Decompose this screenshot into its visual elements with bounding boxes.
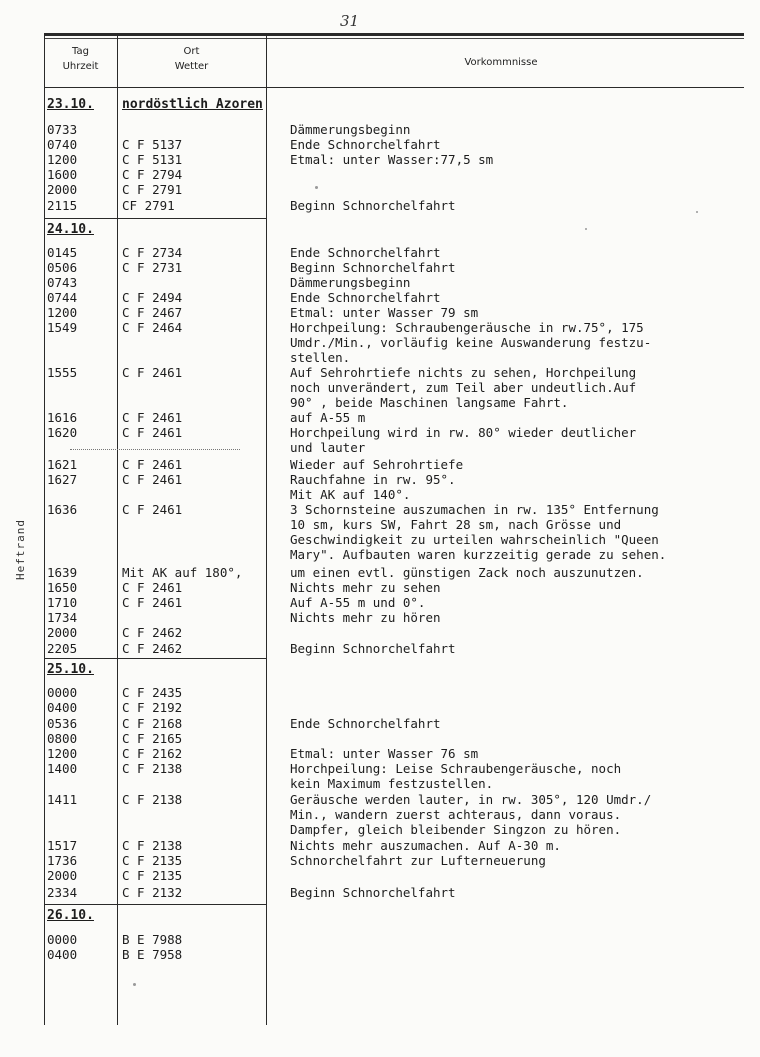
log-row bbox=[0, 885, 760, 901]
log-row bbox=[0, 932, 760, 948]
log-event: Ende Schnorchelfahrt bbox=[290, 716, 441, 731]
date-separator bbox=[44, 218, 266, 219]
log-location: C F 2461 bbox=[122, 595, 183, 610]
continuation-row bbox=[0, 547, 760, 563]
log-location: C F 2461 bbox=[122, 472, 183, 487]
continuation-row bbox=[0, 487, 760, 503]
header-ort-wetter bbox=[117, 44, 266, 74]
log-time: 0400 bbox=[47, 700, 78, 715]
log-event: auf A-55 m bbox=[290, 410, 366, 425]
log-time: 24.10. bbox=[47, 222, 94, 237]
log-time: 1616 bbox=[47, 410, 78, 425]
log-event: Nichts mehr zu hören bbox=[290, 610, 441, 625]
log-event: Horchpeilung: Schraubengeräusche in rw.75°, 175 bbox=[290, 320, 644, 335]
log-time: 0400 bbox=[47, 947, 78, 962]
log-time: 1411 bbox=[47, 792, 78, 807]
log-time: 1200 bbox=[47, 305, 78, 320]
log-row bbox=[0, 425, 760, 441]
continuation-row bbox=[0, 517, 760, 533]
log-time: 2000 bbox=[47, 182, 78, 197]
scan-speck bbox=[585, 228, 587, 230]
log-time: 1710 bbox=[47, 595, 78, 610]
log-event: Horchpeilung: Leise Schraubengeräusche, noch bbox=[290, 761, 622, 776]
log-row bbox=[0, 137, 760, 153]
log-time: 1549 bbox=[47, 320, 78, 335]
log-location: C F 2135 bbox=[122, 853, 183, 868]
log-location: C F 2168 bbox=[122, 716, 183, 731]
log-row bbox=[0, 716, 760, 732]
log-time: 0506 bbox=[47, 260, 78, 275]
log-row bbox=[0, 761, 760, 777]
page-number: 31 bbox=[340, 12, 360, 30]
log-row bbox=[0, 868, 760, 884]
continuation-row bbox=[0, 395, 760, 411]
log-row bbox=[0, 245, 760, 261]
log-location: C F 2435 bbox=[122, 685, 183, 700]
log-event: Min., wandern zuerst achteraus, dann voraus. bbox=[290, 807, 622, 822]
log-event: 3 Schornsteine auszumachen in rw. 135° Entfernung bbox=[290, 502, 659, 517]
continuation-row bbox=[0, 807, 760, 823]
header-rule-thin bbox=[44, 38, 744, 39]
log-time: 0800 bbox=[47, 731, 78, 746]
log-row bbox=[0, 792, 760, 808]
log-row bbox=[0, 182, 760, 198]
log-event: Etmal: unter Wasser 76 sm bbox=[290, 746, 479, 761]
log-event: Nichts mehr auszumachen. Auf A-30 m. bbox=[290, 838, 561, 853]
log-location: C F 2467 bbox=[122, 305, 183, 320]
log-time: 2000 bbox=[47, 868, 78, 883]
header-wetter: Wetter bbox=[174, 61, 209, 72]
log-event: Ende Schnorchelfahrt bbox=[290, 245, 441, 260]
log-event: Dämmerungsbeginn bbox=[290, 275, 411, 290]
log-event: 90° , beide Maschinen langsame Fahrt. bbox=[290, 395, 569, 410]
log-time: 1636 bbox=[47, 502, 78, 517]
log-location: C F 2462 bbox=[122, 625, 183, 640]
log-event: Beginn Schnorchelfahrt bbox=[290, 641, 456, 656]
log-event: Dämmerungsbeginn bbox=[290, 122, 411, 137]
log-row bbox=[0, 290, 760, 306]
log-row bbox=[0, 565, 760, 581]
margin-label: Heftrand bbox=[14, 519, 27, 580]
log-event: Ende Schnorchelfahrt bbox=[290, 137, 441, 152]
log-event: Beginn Schnorchelfahrt bbox=[290, 885, 456, 900]
log-event: Geräusche werden lauter, in rw. 305°, 120 Umdr./ bbox=[290, 792, 652, 807]
log-row bbox=[0, 365, 760, 381]
log-time: 1639 bbox=[47, 565, 78, 580]
log-time: 0740 bbox=[47, 137, 78, 152]
log-event: Etmal: unter Wasser:77,5 sm bbox=[290, 152, 494, 167]
log-time: 0744 bbox=[47, 290, 78, 305]
log-row bbox=[0, 610, 760, 626]
log-time: 1200 bbox=[47, 746, 78, 761]
log-location: B E 7988 bbox=[122, 932, 183, 947]
log-time: 1200 bbox=[47, 152, 78, 167]
log-event: Beginn Schnorchelfahrt bbox=[290, 198, 456, 213]
log-time: 0743 bbox=[47, 275, 78, 290]
log-time: 2115 bbox=[47, 198, 78, 213]
log-location: C F 2734 bbox=[122, 245, 183, 260]
log-location: C F 2461 bbox=[122, 410, 183, 425]
log-row bbox=[0, 167, 760, 183]
log-time: 1517 bbox=[47, 838, 78, 853]
log-time: 25.10. bbox=[47, 662, 94, 677]
log-event: Horchpeilung wird in rw. 80° wieder deutlicher bbox=[290, 425, 637, 440]
log-location: C F 2162 bbox=[122, 746, 183, 761]
date-row bbox=[0, 222, 760, 238]
header-bottom-rule bbox=[44, 87, 744, 88]
log-location: C F 2461 bbox=[122, 457, 183, 472]
log-row bbox=[0, 472, 760, 488]
header-ort: Ort bbox=[183, 46, 200, 57]
date-row bbox=[0, 908, 760, 924]
log-event: Mary". Aufbauten waren kurzzeitig gerade zu sehen. bbox=[290, 547, 667, 562]
log-time: 0000 bbox=[47, 932, 78, 947]
log-time: 0536 bbox=[47, 716, 78, 731]
log-time: 0733 bbox=[47, 122, 78, 137]
log-row bbox=[0, 746, 760, 762]
log-location: C F 5131 bbox=[122, 152, 183, 167]
log-event: kein Maximum festzustellen. bbox=[290, 776, 494, 791]
log-time: 1600 bbox=[47, 167, 78, 182]
continuation-row bbox=[0, 776, 760, 792]
continuation-row bbox=[0, 440, 760, 456]
log-location: C F 2138 bbox=[122, 792, 183, 807]
log-row bbox=[0, 700, 760, 716]
log-location: C F 2461 bbox=[122, 365, 183, 380]
log-location: C F 2138 bbox=[122, 761, 183, 776]
log-row bbox=[0, 198, 760, 214]
log-event: Dampfer, gleich bleibender Singzon zu hören. bbox=[290, 822, 622, 837]
log-event: und lauter bbox=[290, 440, 366, 455]
log-event: Schnorchelfahrt zur Lufterneuerung bbox=[290, 853, 546, 868]
log-location: C F 2461 bbox=[122, 502, 183, 517]
log-row bbox=[0, 152, 760, 168]
continuation-row bbox=[0, 350, 760, 366]
log-location: C F 2138 bbox=[122, 838, 183, 853]
log-time: 1734 bbox=[47, 610, 78, 625]
log-time: 1555 bbox=[47, 365, 78, 380]
log-event: Beginn Schnorchelfahrt bbox=[290, 260, 456, 275]
log-event: 10 sm, kurs SW, Fahrt 28 sm, nach Grösse und bbox=[290, 517, 622, 532]
log-row bbox=[0, 853, 760, 869]
scan-speck bbox=[133, 983, 136, 986]
log-event: Etmal: unter Wasser 79 sm bbox=[290, 305, 479, 320]
log-event: Mit AK auf 140°. bbox=[290, 487, 411, 502]
log-time: 1650 bbox=[47, 580, 78, 595]
log-location: C F 2132 bbox=[122, 885, 183, 900]
log-location: C F 2731 bbox=[122, 260, 183, 275]
log-event: Ende Schnorchelfahrt bbox=[290, 290, 441, 305]
log-event: um einen evtl. günstigen Zack noch auszunutzen. bbox=[290, 565, 644, 580]
log-time: 26.10. bbox=[47, 908, 94, 923]
continuation-row bbox=[0, 335, 760, 351]
log-location: C F 2192 bbox=[122, 700, 183, 715]
log-row bbox=[0, 731, 760, 747]
log-row bbox=[0, 502, 760, 518]
log-location: nordöstlich Azoren bbox=[122, 97, 263, 112]
log-event: Rauchfahne in rw. 95°. bbox=[290, 472, 456, 487]
log-row bbox=[0, 122, 760, 138]
log-time: 1736 bbox=[47, 853, 78, 868]
log-event: Umdr./Min., vorläufig keine Auswanderung festzu- bbox=[290, 335, 652, 350]
log-time: 1627 bbox=[47, 472, 78, 487]
log-event: Auf A-55 m und 0°. bbox=[290, 595, 426, 610]
log-time: 2205 bbox=[47, 641, 78, 656]
log-event: Nichts mehr zu sehen bbox=[290, 580, 441, 595]
log-row bbox=[0, 275, 760, 291]
log-location: C F 2135 bbox=[122, 868, 183, 883]
log-row bbox=[0, 580, 760, 596]
date-row bbox=[0, 97, 760, 113]
log-row bbox=[0, 305, 760, 321]
log-row bbox=[0, 320, 760, 336]
header-tag-uhrzeit bbox=[44, 44, 117, 74]
log-row bbox=[0, 838, 760, 854]
header-uhrzeit: Uhrzeit bbox=[62, 61, 99, 72]
log-location: C F 2461 bbox=[122, 580, 183, 595]
log-location: CF 2791 bbox=[122, 198, 175, 213]
log-row bbox=[0, 685, 760, 701]
log-location: C F 2461 bbox=[122, 425, 183, 440]
log-time: 23.10. bbox=[47, 97, 94, 112]
log-time: 1620 bbox=[47, 425, 78, 440]
continuation-row bbox=[0, 532, 760, 548]
header-rule bbox=[44, 33, 744, 36]
log-location: C F 2794 bbox=[122, 167, 183, 182]
log-row bbox=[0, 260, 760, 276]
log-location: C F 5137 bbox=[122, 137, 183, 152]
continuation-row bbox=[0, 822, 760, 838]
log-row bbox=[0, 947, 760, 963]
log-location: B E 7958 bbox=[122, 947, 183, 962]
log-location: C F 2494 bbox=[122, 290, 183, 305]
continuation-row bbox=[0, 380, 760, 396]
log-location: C F 2791 bbox=[122, 182, 183, 197]
log-time: 1621 bbox=[47, 457, 78, 472]
log-row bbox=[0, 457, 760, 473]
date-row bbox=[0, 662, 760, 678]
log-location: C F 2165 bbox=[122, 731, 183, 746]
log-location: C F 2464 bbox=[122, 320, 183, 335]
header-vorkommnisse-label: Vorkommnisse bbox=[464, 57, 538, 68]
log-event: Wieder auf Sehrohrtiefe bbox=[290, 457, 464, 472]
log-time: 1400 bbox=[47, 761, 78, 776]
date-separator bbox=[44, 904, 266, 905]
log-row bbox=[0, 410, 760, 426]
log-event: stellen. bbox=[290, 350, 351, 365]
log-event: Geschwindigkeit zu urteilen wahrscheinlich "Queen bbox=[290, 532, 659, 547]
log-event: noch unverändert, zum Teil aber undeutlich.Auf bbox=[290, 380, 637, 395]
log-time: 2000 bbox=[47, 625, 78, 640]
date-separator bbox=[44, 658, 266, 659]
header-tag: Tag bbox=[72, 46, 89, 57]
log-location: Mit AK auf 180°, bbox=[122, 565, 243, 580]
log-time: 0000 bbox=[47, 685, 78, 700]
scan-speck bbox=[696, 211, 698, 213]
log-row bbox=[0, 641, 760, 657]
log-time: 2334 bbox=[47, 885, 78, 900]
scan-speck bbox=[315, 186, 318, 189]
log-row bbox=[0, 595, 760, 611]
log-location: C F 2462 bbox=[122, 641, 183, 656]
log-time: 0145 bbox=[47, 245, 78, 260]
header-vorkommnisse bbox=[266, 55, 736, 70]
log-event: Auf Sehrohrtiefe nichts zu sehen, Horchpeilung bbox=[290, 365, 637, 380]
log-row bbox=[0, 625, 760, 641]
